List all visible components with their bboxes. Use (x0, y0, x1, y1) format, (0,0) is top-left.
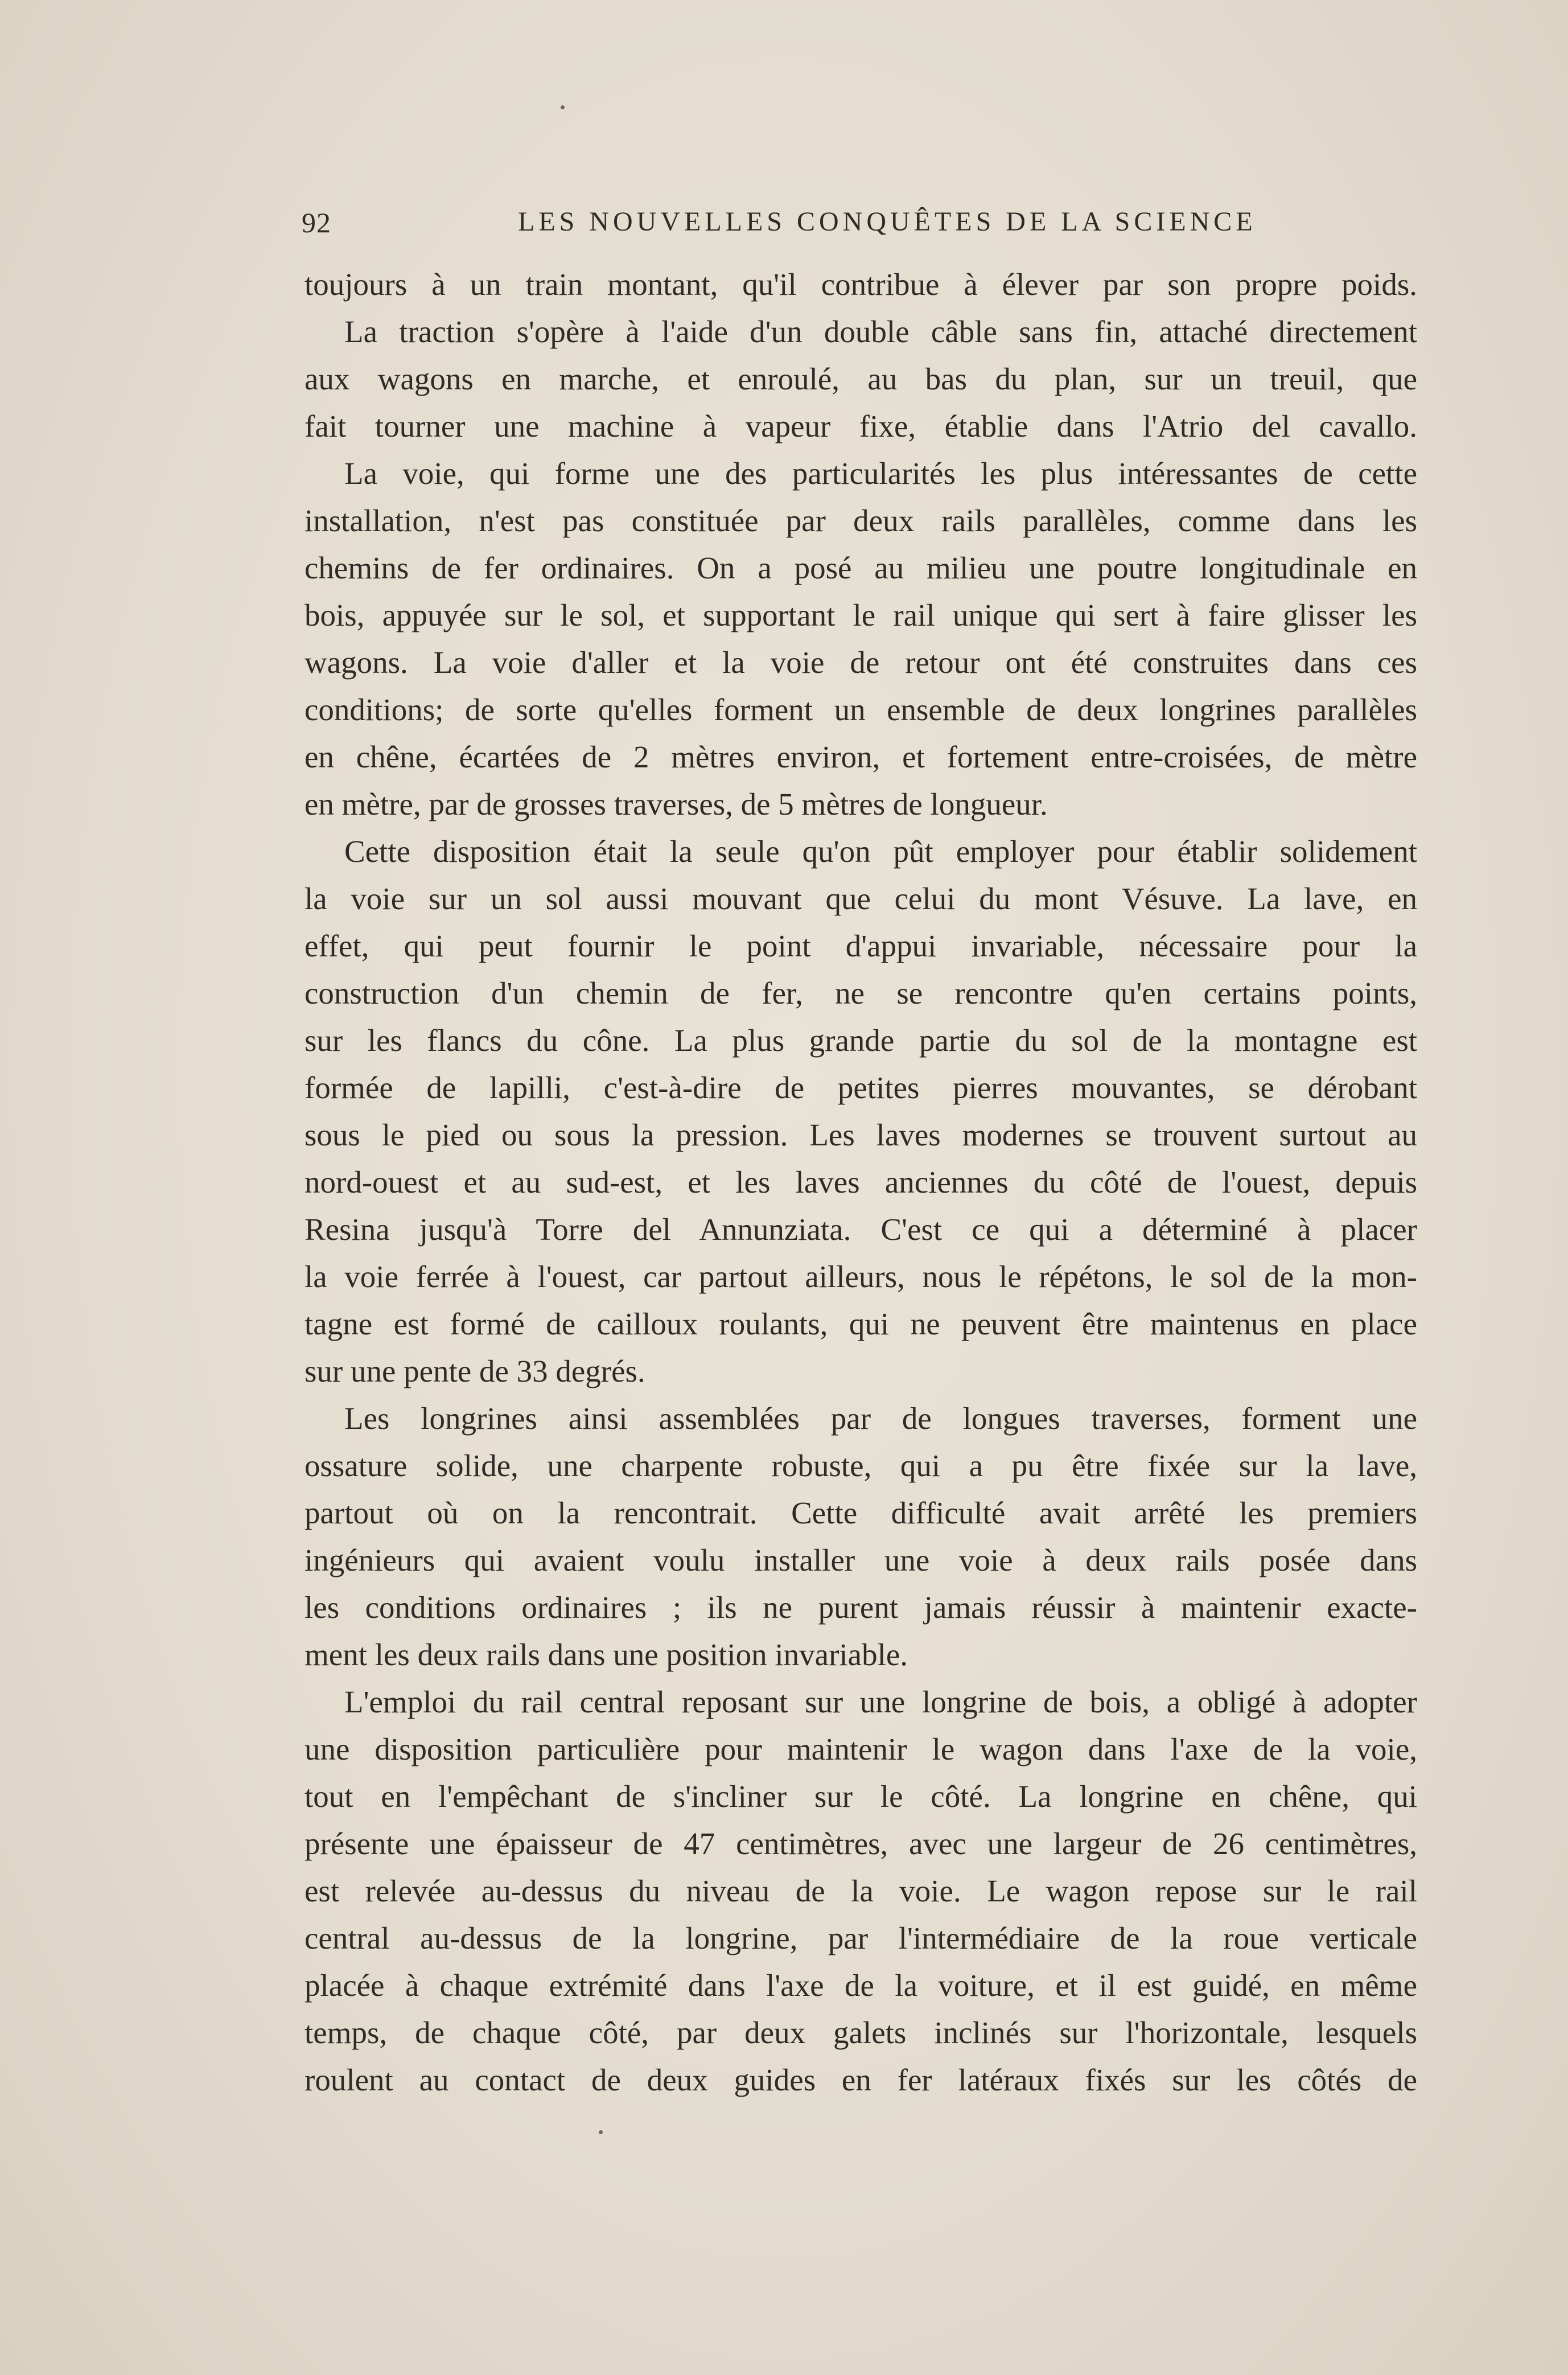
text-line: central au-dessus de la longrine, par l'intermédiaire de la roue verticale (304, 1921, 1417, 1955)
text-line: Resina jusqu'à Torre del Annunziata. C'est ce qui a déterminé à placer (304, 1212, 1417, 1247)
text-line: sous le pied ou sous la pression. Les laves modernes se trouvent surtout au (304, 1117, 1417, 1152)
text-line: ossature solide, une charpente robuste, qui a pu être fixée sur la lave, (304, 1448, 1417, 1483)
paper-speck (599, 2130, 603, 2134)
text-line: présente une épaisseur de 47 centimètres, avec une largeur de 26 centimètres, (304, 1826, 1417, 1861)
page-number: 92 (302, 207, 331, 239)
body-text (304, 261, 1417, 2103)
text-line: La voie, qui forme une des particularités les plus intéressantes de cette (344, 456, 1417, 491)
text-line: installation, n'est pas constituée par deux rails parallèles, comme dans les (304, 503, 1417, 538)
text-line: wagons. La voie d'aller et la voie de retour ont été construites dans ces (304, 645, 1417, 680)
text-line: ingénieurs qui avaient voulu installer une voie à deux rails posée dans (304, 1543, 1417, 1577)
text-line: aux wagons en marche, et enroulé, au bas du plan, sur un treuil, que (304, 361, 1417, 396)
text-line: placée à chaque extrémité dans l'axe de la voiture, et il est guidé, en même (304, 1968, 1417, 2003)
text-line: une disposition particulière pour maintenir le wagon dans l'axe de la voie, (304, 1732, 1417, 1766)
text-line: en chêne, écartées de 2 mètres environ, et fortement entre-croisées, de mètre (304, 739, 1417, 774)
text-line: L'emploi du rail central reposant sur une longrine de bois, a obligé à adopter (344, 1684, 1417, 1719)
text-line: les conditions ordinaires ; ils ne purent jamais réussir à maintenir exacte- (304, 1590, 1417, 1625)
text-line: construction d'un chemin de fer, ne se rencontre qu'en certains points, (304, 976, 1417, 1010)
text-line: roulent au contact de deux guides en fer latéraux fixés sur les côtés de (304, 2062, 1417, 2097)
page-header (302, 199, 1406, 239)
text-line: bois, appuyée sur le sol, et supportant le rail unique qui sert à faire glisser les (304, 598, 1417, 632)
text-line: Cette disposition était la seule qu'on pût employer pour établir solidement (344, 834, 1417, 869)
text-line: tout en l'empêchant de s'incliner sur le côté. La longrine en chêne, qui (304, 1779, 1417, 1814)
text-line: fait tourner une machine à vapeur fixe, établie dans l'Atrio del cavallo. (304, 409, 1417, 443)
text-line: effet, qui peut fournir le point d'appui invariable, nécessaire pour la (304, 928, 1417, 963)
text-line: Les longrines ainsi assemblées par de longues traverses, forment une (344, 1401, 1417, 1436)
text-line: temps, de chaque côté, par deux galets inclinés sur l'horizontale, lesquels (304, 2015, 1417, 2050)
running-title: LES NOUVELLES CONQUÊTES DE LA SCIENCE (518, 207, 1257, 237)
text-line: est relevée au-dessus du niveau de la voie. Le wagon repose sur le rail (304, 1873, 1417, 1908)
text-line: sur les flancs du cône. La plus grande partie du sol de la montagne est (304, 1023, 1417, 1058)
text-line: partout où on la rencontrait. Cette difficulté avait arrêté les premiers (304, 1495, 1417, 1530)
text-line: toujours à un train montant, qu'il contribue à élever par son propre poids. (304, 267, 1417, 302)
text-line: conditions; de sorte qu'elles forment un ensemble de deux longrines parallèles (304, 692, 1417, 727)
text-line: la voie ferrée à l'ouest, car partout ailleurs, nous le répétons, le sol de la mon- (304, 1259, 1417, 1294)
text-line: en mètre, par de grosses traverses, de 5 mètres de longueur. (304, 787, 1048, 821)
text-line: nord-ouest et au sud-est, et les laves anciennes du côté de l'ouest, depuis (304, 1165, 1417, 1199)
text-line: la voie sur un sol aussi mouvant que celui du mont Vésuve. La lave, en (304, 881, 1417, 916)
text-line: tagne est formé de cailloux roulants, qui ne peuvent être maintenus en place (304, 1306, 1417, 1341)
text-line: La traction s'opère à l'aide d'un double câble sans fin, attaché directement (344, 314, 1417, 349)
text-line: sur une pente de 33 degrés. (304, 1354, 645, 1388)
text-line: formée de lapilli, c'est-à-dire de petites pierres mouvantes, se dérobant (304, 1070, 1417, 1105)
text-line: ment les deux rails dans une position invariable. (304, 1637, 908, 1672)
text-line: chemins de fer ordinaires. On a posé au milieu une poutre longitudinale en (304, 550, 1417, 585)
paper-speck (561, 105, 565, 109)
